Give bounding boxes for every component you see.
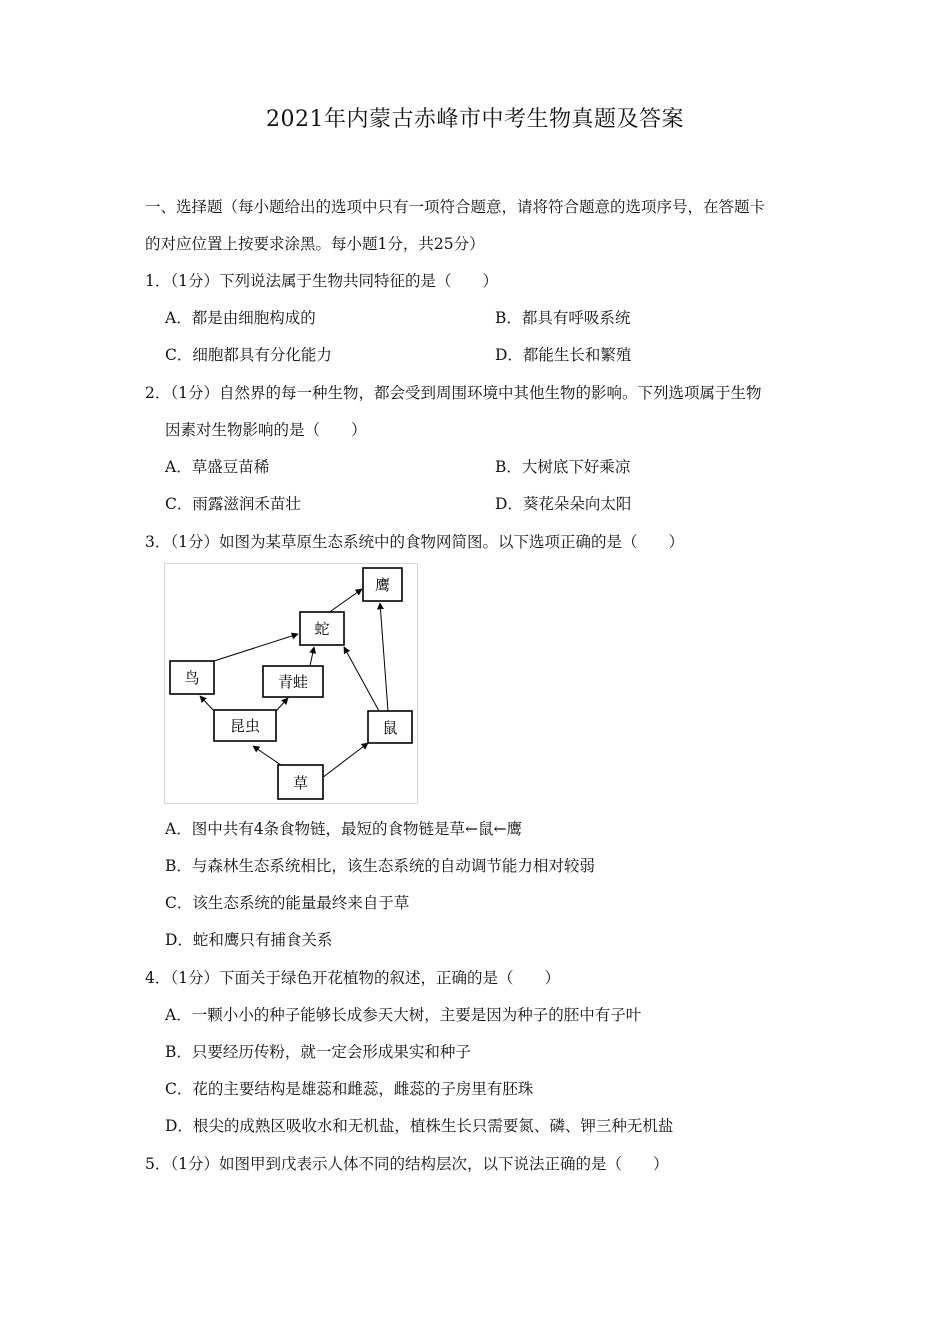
node-mouse [368,711,412,743]
q4-option-c: C．花的主要结构是雄蕊和雌蕊，雌蕊的子房里有胚珠 [165,1080,534,1098]
q4-option-a: A．一颗小小的种子能够长成参天大树，主要是因为种子的胚中有子叶 [165,1006,642,1024]
q2-option-d: D．葵花朵朵向太阳 [495,495,632,513]
q2-option-a: A．草盛豆苗稀 [165,458,270,476]
arrow-bird-to-snake [214,634,298,661]
q3-option-a: A．图中共有4条食物链，最短的食物链是草←鼠←鹰 [165,820,523,838]
q1-option-c: C．细胞都具有分化能力 [165,346,332,364]
page-title: 2021年内蒙古赤峰市中考生物真题及答案 [266,107,684,132]
q1-option-b: B．都具有呼吸系统 [495,309,631,327]
node-frog-label: 青蛙 [277,673,309,691]
q3-option-c: C．该生态系统的能量最终来自于草 [165,894,410,912]
node-grass-label: 草 [292,774,309,792]
q3-option-b: B．与森林生态系统相比，该生态系统的自动调节能力相对较弱 [165,857,595,875]
node-grass [278,765,323,799]
arrow-mouse-to-snake [344,647,379,711]
q3-option-d: D．蛇和鹰只有捕食关系 [165,931,333,949]
arrow-grass-to-mouse [322,743,368,778]
node-eagle-label: 鹰 [374,576,391,594]
q4-stem: 4．（1分）下面关于绿色开花植物的叙述，正确的是（ ） [145,969,560,987]
node-snake [300,612,344,645]
section-heading-line-2: 的对应位置上按要求涂黑。每小题1分，共25分） [145,235,485,253]
node-eagle [363,568,402,601]
q1-option-a: A．都是由细胞构成的 [165,309,316,327]
arrow-insect-to-frog [276,698,288,711]
q1-option-d: D．都能生长和繁殖 [495,346,632,364]
node-bird-label: 鸟 [184,669,200,687]
section-heading-line-1: 一、选择题（每小题给出的选项中只有一项符合题意，请将符合题意的选项序号，在答题卡 [145,198,766,216]
node-snake-label: 蛇 [314,620,330,638]
node-insect-label: 昆虫 [229,717,261,735]
food-web-diagram [164,563,418,804]
q3-stem: 3．（1分）如图为某草原生态系统中的食物网简图。以下选项正确的是（ ） [145,533,684,551]
q5-stem: 5．（1分）如图甲到戊表示人体不同的结构层次，以下说法正确的是（ ） [145,1155,669,1173]
q2-option-b: B．大树底下好乘凉 [495,458,631,476]
node-insect [214,710,276,741]
arrow-insect-to-bird [200,696,214,711]
q2-stem-line-1: 2．（1分）自然界的每一种生物，都会受到周围环境中其他生物的影响。下列选项属于生物 [145,384,762,402]
q2-option-c: C．雨露滋润禾苗壮 [165,495,301,513]
node-frog [263,666,323,697]
node-mouse-label: 鼠 [382,719,398,737]
q2-stem-line-2: 因素对生物影响的是（ ） [165,421,367,439]
node-bird [170,661,214,694]
q4-option-d: D．根尖的成熟区吸收水和无机盐，植株生长只需要氮、磷、钾三种无机盐 [165,1117,674,1135]
arrow-frog-to-snake [310,647,314,666]
q4-option-b: B．只要经历传粉，就一定会形成果实和种子 [165,1043,471,1061]
q1-stem: 1．（1分）下列说法属于生物共同特征的是（ ） [145,272,498,290]
arrow-mouse-to-eagle [380,603,388,711]
